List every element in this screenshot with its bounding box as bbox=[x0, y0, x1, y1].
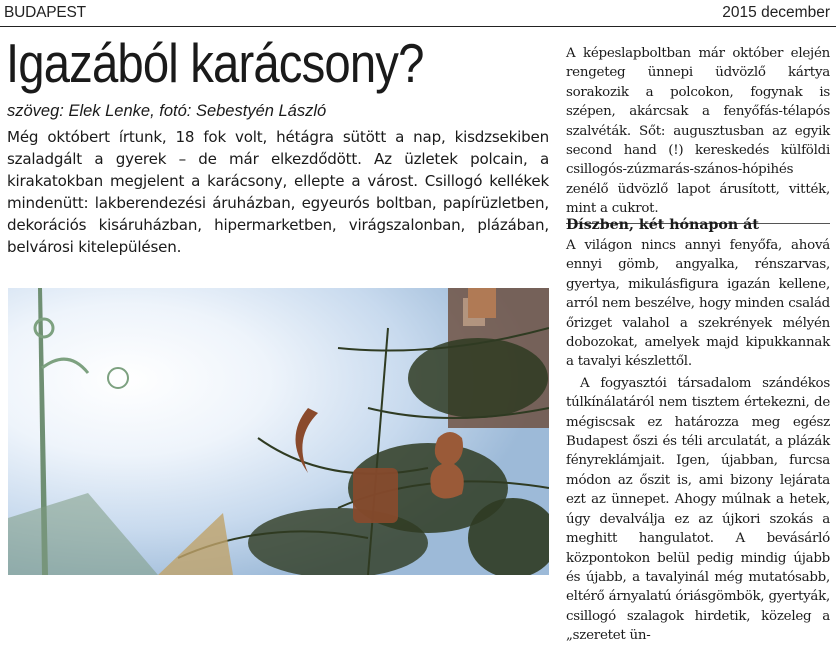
column-one-text: A képeslapboltban már október elején rengeteg ünnepi üdvözlő kártya sorakozik a polcokon, fogynak is szépen, akárcsak a fenyőfás-télapós szalvéták. Sőt: augusztusban az egyik second hand (!) kereskedés külföldi csillogós-zúzmarás-szános-hópihés zenélő üdvözlő lapot árusított, vitték, mint a cukrot. bbox=[566, 46, 830, 217]
running-head bbox=[0, 0, 836, 27]
column-two bbox=[566, 236, 830, 646]
article-lead: Még októbert írtunk, 18 fok volt, hétágra sütött a nap, kisdzsekiben szaladgált a gyerek – de már elkezdődött. Az üzletek polcain, a kirakatokban megjelent a karácsony, ellepte a várost. Csillogó kellékek mindenütt: lakberendezési áruházban, egyeurós boltban, papírüzletben, dekorációs kisáruházban, hipermarketben, virágszalonban, plázában, belvárosi kitelepülésen. bbox=[7, 128, 549, 256]
column-one bbox=[566, 44, 830, 224]
article-byline: szöveg: Elek Lenke, fotó: Sebestyén László bbox=[7, 102, 327, 120]
article-subhead: Díszben, két hónapon át bbox=[566, 217, 759, 233]
paragraph: A világon nincs annyi fenyőfa, ahová ennyi gömb, angyalka, rénszarvas, gyertya, mikulásfigura igazán kellene, arról nem beszélve, hogy minden család őrizget valahol a szekrények mélyén dobozokat, amelyek majd kipukkannak a tavalyi készlettől. bbox=[566, 238, 830, 370]
article-photo bbox=[8, 288, 549, 575]
paragraph: A fogyasztói társadalom szándékos túlkínálatáról nem tisztem értekezni, de mégiscsak ez határozza meg egész Budapest őszi és téli arculatát, a plázák fényreklámjait. Igen, újabban, furcsa módon az őszit is, ami bizony lejárata ezt az ünnepet. Ahogy múlnak a hetek, úgy devalválja ez az újkori szokás a meghitt hangulatot. A bevásárló központokon belül pedig mindig újabb és újabb, a tavalyinál még mutatósabb, eltérő árnyalatú óriásgömbök, gyertyák, csillogó szalagok hirdetik, közeleg a „szeretet ün- bbox=[566, 375, 830, 644]
issue-date: 2015 december bbox=[722, 4, 830, 21]
section-label: BUDAPEST bbox=[4, 4, 86, 21]
article-title: Igazából karácsony? bbox=[6, 32, 424, 94]
